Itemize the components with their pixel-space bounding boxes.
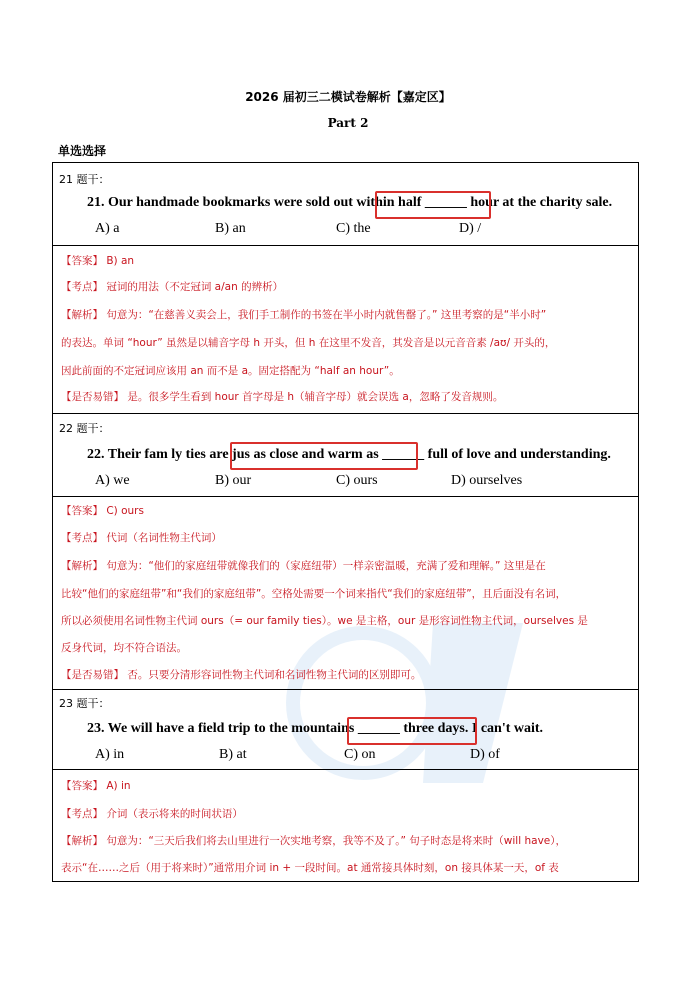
- point-line: 【考点】 冠词的用法（不定冠词 a/an 的辨析）: [61, 281, 284, 293]
- stem-text: 22. Their fam ly ties are jus: [87, 447, 254, 462]
- option-c: C) the: [336, 221, 371, 236]
- question-label: 23 题干：: [59, 697, 110, 710]
- page-title: 2026 届初三二模试卷解析【嘉定区】: [245, 90, 451, 104]
- stem-text: 21. Our handmade bookmarks were sold out within: [87, 195, 399, 210]
- analysis-line: 表示“在……之后（用于将来时）”通常用介词 in + 一段时间。at 通常接具体时刻，on 接具体某一天，of 表: [61, 862, 559, 874]
- analysis-line: 【解析】 句意为：“在慈善义卖会上，我们手工制作的书签在半小时内就售罄了。” 这里考察的是“半小时”: [61, 309, 547, 321]
- section-heading: 单选选择: [58, 144, 107, 158]
- analysis-line: 【解析】 句意为：“三天后我们将去山里进行一次实地考察，我等不及了。” 句子时态是将来时（will have），: [61, 835, 566, 847]
- mistake-line: 【是否易错】 否。只要分清形容词性物主代词和名词性物主代词的区别即可。: [61, 669, 422, 681]
- blank-highlight-box: [375, 191, 491, 219]
- divider: [53, 496, 638, 497]
- blank-highlight-box: [347, 717, 477, 745]
- stem-text-end: at the charity sale.: [498, 195, 613, 210]
- stem-blank: ______ three days.: [357, 721, 469, 736]
- option-d: D) ourselves: [451, 473, 523, 488]
- analysis-line: 【解析】 句意为：“他们的家庭纽带就像我们的（家庭纽带）一样亲密温暖，充满了爱和理解。” 这里是在: [61, 560, 546, 572]
- option-a: A) a: [95, 221, 120, 236]
- question-label: 22 题干：: [59, 422, 110, 435]
- stem-blank: half ______ hour: [398, 195, 499, 210]
- option-c: C) ours: [336, 473, 378, 488]
- analysis-line: 的表达。单词 “hour” 虽然是以辅音字母 h 开头，但 h 在这里不发音，其发音是以元音音素 /aʊ/ 开头的，: [61, 337, 556, 349]
- option-b: B) an: [215, 221, 246, 236]
- option-c: C) on: [344, 747, 376, 762]
- option-b: B) our: [215, 473, 252, 488]
- question-label: 21 题干：: [59, 173, 110, 186]
- answer-line: 【答案】 A) in: [61, 780, 131, 792]
- point-line: 【考点】 介词（表示将来的时间状语）: [61, 808, 243, 820]
- divider: [53, 413, 638, 414]
- stem-text-end: full of love and understanding.: [424, 447, 611, 462]
- stem-text: 23. We will have a field trip to the mountains: [87, 721, 358, 736]
- divider: [53, 689, 638, 690]
- analysis-line: 所以必须使用名词性物主代词 ours（= our family ties）。we 是主格，our 是形容词性物主代词，ourselves 是: [61, 615, 588, 627]
- stem-blank: as close and warm as ______: [253, 447, 425, 462]
- answer-line: 【答案】 B) an: [61, 255, 135, 267]
- mistake-line: 【是否易错】 是。很多学生看到 hour 首字母是 h（辅音字母）就会误选 a，忽略了发音规则。: [61, 391, 504, 403]
- option-d: D) of: [470, 747, 500, 762]
- analysis-line: 反身代词，均不符合语法。: [61, 642, 187, 654]
- analysis-line: 比较“他们的家庭纽带”和“我们的家庭纽带”。空格处需要一个词来指代“我们的家庭纽带”，且后面没有名词，: [61, 588, 567, 600]
- point-line: 【考点】 代词（名词性物主代词）: [61, 532, 222, 544]
- option-a: A) in: [95, 747, 125, 762]
- part-heading: Part 2: [327, 116, 369, 130]
- option-a: A) we: [95, 473, 130, 488]
- stem-text-end: I can't wait.: [468, 721, 544, 736]
- option-b: B) at: [219, 747, 247, 762]
- blank-highlight-box: [230, 442, 418, 470]
- option-d: D) /: [459, 221, 482, 236]
- answer-line: 【答案】 C) ours: [61, 505, 144, 517]
- divider: [53, 245, 638, 246]
- analysis-line: 因此前面的不定冠词应该用 an 而不是 a。固定搭配为 “half an hour”。: [61, 365, 400, 377]
- question-stem: [87, 195, 612, 211]
- question-table: [52, 162, 639, 882]
- divider: [53, 769, 638, 770]
